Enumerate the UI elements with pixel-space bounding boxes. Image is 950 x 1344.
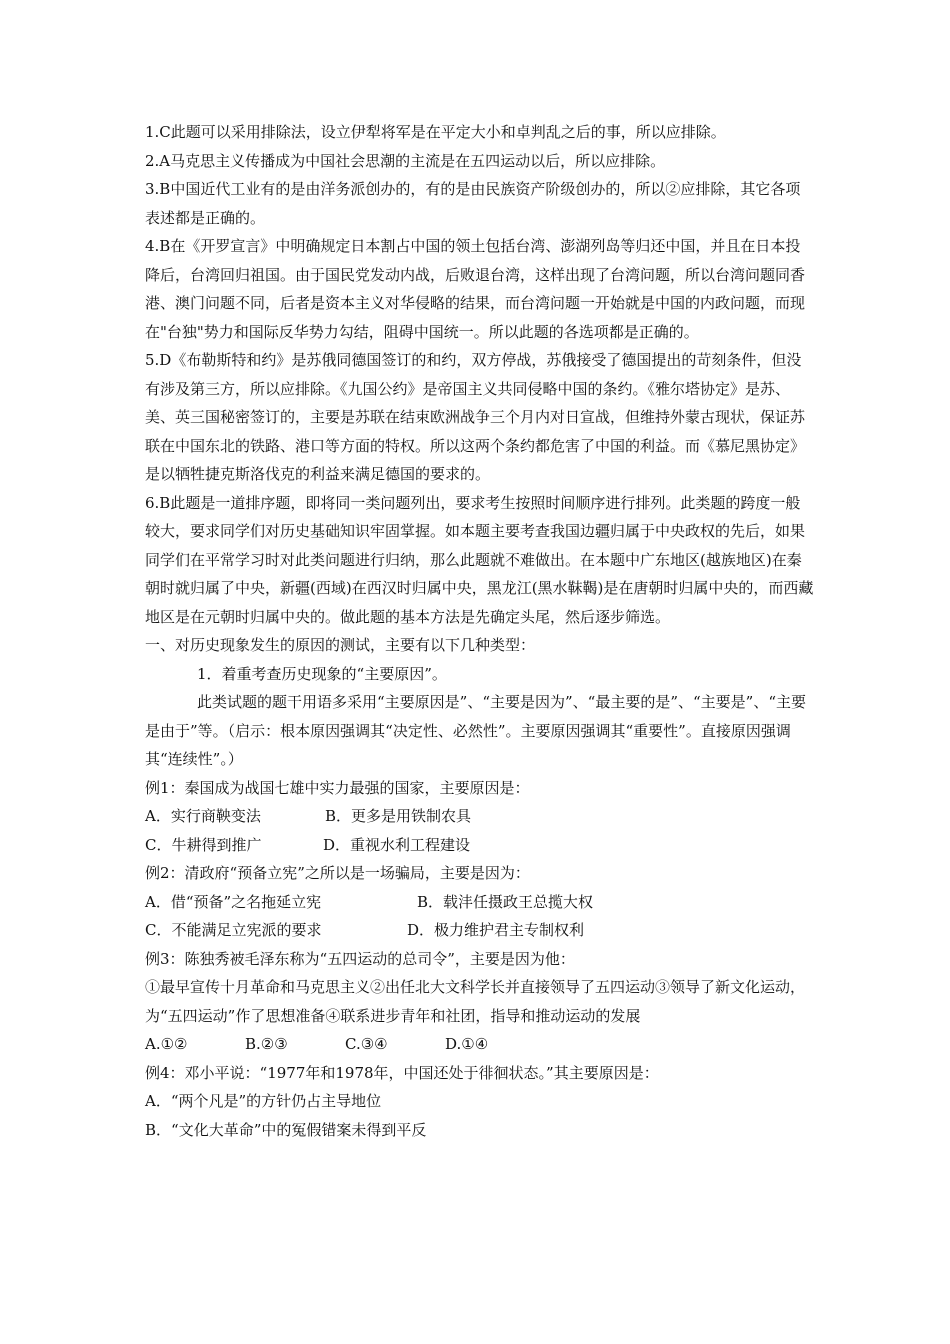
example-2-option-a: A．借“预备”之名拖延立宪 [145, 892, 322, 911]
example-4-stem: 例4：邓小平说：“1977年和1978年，中国还处于徘徊状态。”其主要原因是： [145, 1063, 659, 1082]
example-2-stem: 例2：清政府“预备立宪”之所以是一场骗局，主要是因为： [145, 864, 530, 882]
example-2-option-d: D．极力维护君主专制权利 [407, 921, 585, 939]
example-2-options-row-2 [145, 916, 815, 945]
example-4-option-a: A．“两个凡是”的方针仍占主导地位 [145, 1092, 382, 1110]
answer-5: 5.D《布勒斯特和约》是苏俄同德国签订的和约，双方停战，苏俄接受了德国提出的苛刻条件，但没有涉及第三方，所以应排除。《九国公约》是帝国主义共同侵略中国的条约。《雅尔塔协定》是苏、美、英三国秘密签订的，主要是苏联在结束欧洲战争三个月内对日宣战，但维持外蒙古现状，保证苏联在中国东北的铁路、港口等方面的特权。所以这两个条约都危害了中国的利益。而《慕尼黑协定》是以牺牲捷克斯洛伐克的利益来满足德国的要求的。 [145, 351, 806, 483]
section-subheading: 1．着重考查历史现象的“主要原因”。 [197, 664, 447, 683]
answer-6: 6.B此题是一道排序题，即将同一类问题列出，要求考生按照时间顺序进行排列。此类题的跨度一般较大，要求同学们对历史基础知识牢固掌握。如本题主要考查我国边疆归属于中央政权的先后，如果同学们在平常学习时对此类问题进行归纳，那么此题就不难做出。在本题中广东地区(越族地区)在秦朝时就归属了中央，新疆(西域)在西汉时归属中央，黑龙江(黑水靺鞨)是在唐朝时归属中央的，而西藏地区是在元朝时归属中央的。做此题的基本方法是先确定头尾，然后逐步筛选。 [145, 493, 814, 626]
answer-2: 2.A马克思主义传播成为中国社会思潮的主流是在五四运动以后，所以应排除。 [145, 151, 666, 170]
section-heading: 一、对历史现象发生的原因的测试，主要有以下几种类型： [145, 636, 536, 654]
example-1-option-c: C．牛耕得到推广 [145, 835, 262, 854]
example-2-option-c: C．不能满足立宪派的要求 [145, 921, 322, 939]
example-4-option-b: B．“文化大革命”中的冤假错案未得到平反 [145, 1120, 427, 1139]
example-2-options-row-1 [145, 888, 815, 917]
example-3-stem: 例3：陈独秀被毛泽东称为“五四运动的总司令”，主要是因为他： [145, 949, 575, 968]
answer-4: 4.B在《开罗宣言》中明确规定日本割占中国的领土包括台湾、澎湖列岛等归还中国，并且在日本投降后，台湾回归祖国。由于国民党发动内战，后败退台湾，这样出现了台湾问题，所以台湾问题同香港、澳门问题不同，后者是资本主义对华侵略的结果，而台湾问题一开始就是中国的内政问题，而现在"台独"势力和国际反华势力勾结，阻碍中国统一。所以此题的各选项都是正确的。 [145, 237, 806, 341]
answer-1: 1.C此题可以采用排除法，设立伊犁将军是在平定大小和卓判乱之后的事，所以应排除。 [145, 123, 726, 141]
example-1-options-row-2 [145, 831, 815, 860]
document-body [145, 118, 815, 1144]
example-3-option-b: B.②③ [245, 1035, 288, 1053]
example-1-stem: 例1：秦国成为战国七雄中实力最强的国家，主要原因是： [145, 778, 530, 797]
example-3-option-a: A.①② [145, 1035, 188, 1053]
section-paragraph: 此类试题的题干用语多采用“主要原因是”、“主要是因为”、“最主要的是”、“主要是”、“主要是由于”等。（启示：根本原因强调其“决定性、必然性”。主要原因强调其“重要性”。直接原因强调其“连续性”。） [145, 693, 807, 768]
example-1-option-d: D．重视水利工程建设 [323, 835, 471, 854]
example-3-option-c: C.③④ [345, 1035, 388, 1053]
example-3-options-row [145, 1030, 815, 1059]
example-3-option-d: D.①④ [445, 1035, 489, 1053]
example-1-options-row-1 [145, 802, 815, 831]
example-1-option-a: A．实行商鞅变法 [145, 807, 261, 825]
example-1-option-b: B．更多是用铁制农具 [325, 807, 472, 825]
example-3-body: ①最早宣传十月革命和马克思主义②出任北大文科学长并直接领导了五四运动③领导了新文化运动，为“五四运动”作了思想准备④联系进步青年和社团，指导和推动运动的发展 [145, 978, 806, 1025]
example-2-option-b: B．载沣任摄政王总揽大权 [417, 892, 594, 911]
answer-3: 3.B中国近代工业有的是由洋务派创办的，有的是由民族资产阶级创办的，所以②应排除，其它各项表述都是正确的。 [145, 180, 801, 227]
